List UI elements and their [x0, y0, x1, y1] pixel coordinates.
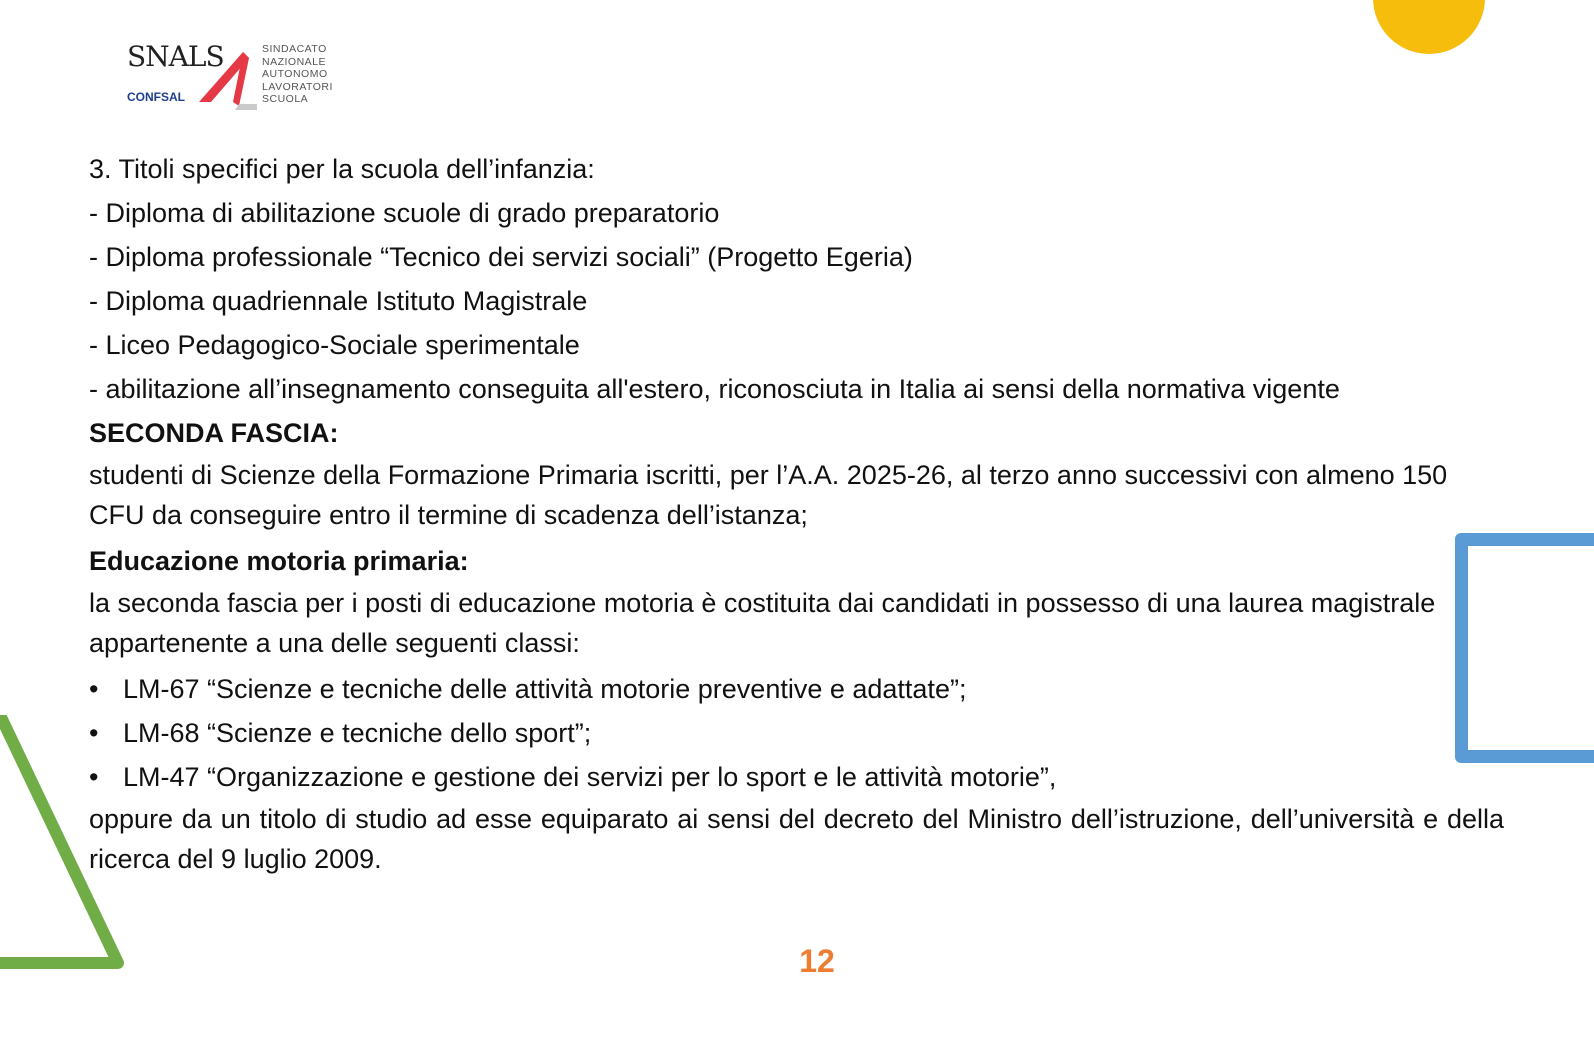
list-item-text: LM-67 “Scienze e tecniche delle attività motorie preventive e adattate”; — [123, 674, 967, 704]
list-item — [89, 667, 1504, 711]
text-line: - abilitazione all’insegnamento conseguita all'estero, riconosciuta in Italia ai sensi della normativa vigente — [89, 374, 1340, 404]
logo-confsal: CONFSAL — [127, 90, 185, 104]
text-line: - Liceo Pedagogico-Sociale sperimentale — [89, 330, 580, 360]
logo-line: AUTONOMO — [262, 68, 328, 80]
page-number: 12 — [799, 943, 835, 979]
logo-fullname — [262, 43, 333, 106]
list-item — [89, 711, 1504, 755]
text-line: - Diploma di abilitazione scuole di grado preparatorio — [89, 198, 720, 228]
list-item-text: LM-68 “Scienze e tecniche dello sport”; — [123, 718, 592, 748]
educazione-closing: oppure da un titolo di studio ad esse equiparato ai sensi del decreto del Ministro dell’istruzione, dell’università e della ricerca del 9 luglio 2009. — [89, 804, 1504, 874]
logo-wordmark: SNALS — [127, 40, 224, 73]
logo-line: LAVORATORI — [262, 80, 333, 93]
slide-content — [89, 147, 1504, 879]
logo-line: SCUOLA — [262, 93, 309, 105]
logo-line: SINDACATO — [262, 43, 327, 55]
bullet-icon: • — [89, 674, 99, 704]
snals-logo — [127, 40, 342, 115]
educazione-intro: la seconda fascia per i posti di educazione motoria è costituita dai candidati in possesso di una laurea magistrale appartenente a una delle seguenti classi: — [89, 588, 1436, 658]
text-line: 3. Titoli specifici per la scuola dell’infanzia: — [89, 154, 595, 184]
list-item-text: LM-47 “Organizzazione e gestione dei servizi per lo sport e le attività motorie”, — [123, 762, 1057, 792]
bullet-icon: • — [89, 762, 99, 792]
educazione-heading: Educazione motoria primaria: — [89, 546, 469, 576]
bullet-icon: • — [89, 718, 99, 748]
yellow-circle-decoration — [1373, 0, 1485, 54]
seconda-fascia-text: studenti di Scienze della Formazione Primaria iscritti, per l’A.A. 2025-26, al terzo anno successivi con almeno 150 CFU da conseguire entro il termine di scadenza dell’istanza; — [89, 460, 1448, 530]
seconda-fascia-heading: SECONDA FASCIA: — [89, 418, 339, 448]
list-item — [89, 755, 1504, 799]
text-line: - Diploma professionale “Tecnico dei servizi sociali” (Progetto Egeria) — [89, 242, 913, 272]
text-line: - Diploma quadriennale Istituto Magistrale — [89, 286, 588, 316]
logo-mark-icon — [199, 44, 259, 110]
logo-line: NAZIONALE — [262, 55, 327, 68]
